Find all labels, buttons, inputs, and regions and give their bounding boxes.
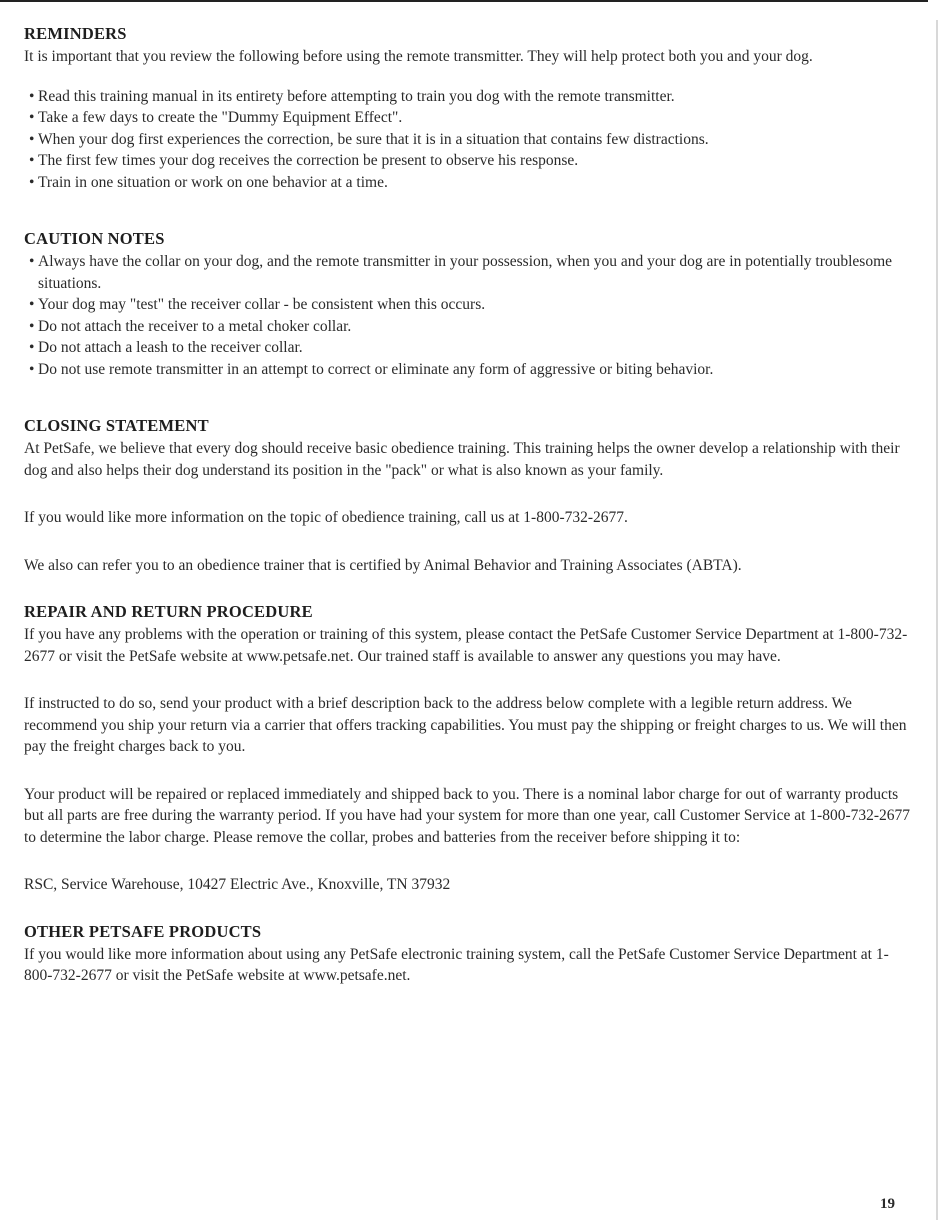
repair-heading: REPAIR AND RETURN PROCEDURE bbox=[24, 602, 313, 621]
closing-paragraph: We also can refer you to an obedience trainer that is certified by Animal Behavior and Training Associates (ABTA). bbox=[24, 556, 742, 574]
top-rule bbox=[0, 0, 928, 2]
list-item: • Take a few days to create the "Dummy Equipment Effect". bbox=[24, 107, 912, 129]
list-item: • When your dog first experiences the correction, be sure that it is in a situation that contains few distractions. bbox=[24, 129, 912, 151]
repair-paragraph: If instructed to do so, send your product with a brief description back to the address below complete with a legible return address. We recommend you ship your return via a carrier that offers tracking capabilities. You must pay the shipping or freight charges to us. We will then pay the freight charges back to you. bbox=[24, 695, 907, 755]
list-item: • Read this training manual in its entirety before attempting to train you dog with the remote transmitter. bbox=[24, 86, 912, 108]
reminders-list bbox=[24, 86, 912, 194]
list-item: • The first few times your dog receives the correction be present to observe his response. bbox=[24, 150, 912, 172]
caution-heading: CAUTION NOTES bbox=[24, 229, 165, 248]
document-page bbox=[24, 24, 912, 987]
repair-paragraph: Your product will be repaired or replaced immediately and shipped back to you. There is a nominal labor charge for out of warranty products but all parts are free during the warranty period. If you have had your system for more than one year, call Customer Service at 1-800-732-2677 to determine the labor charge. Please remove the collar, probes and batteries from the receiver before shipping it to: bbox=[24, 785, 911, 846]
other-products-section bbox=[24, 922, 912, 987]
repair-paragraph: If you have any problems with the operation or training of this system, please contact the PetSafe Customer Service Department at 1-800-732-2677 or visit the PetSafe website at www.petsafe.net. Our trained staff is available to answer any questions you may have. bbox=[24, 626, 908, 665]
reminders-heading: REMINDERS bbox=[24, 24, 127, 43]
caution-list bbox=[24, 251, 912, 380]
other-products-heading: OTHER PETSAFE PRODUCTS bbox=[24, 921, 262, 941]
closing-section bbox=[24, 416, 912, 576]
closing-paragraph: If you would like more information on the topic of obedience training, call us at 1-800-732-2677. bbox=[24, 509, 628, 526]
list-item: • Do not use remote transmitter in an attempt to correct or eliminate any form of aggressive or biting behavior. bbox=[24, 359, 912, 381]
reminders-intro: It is important that you review the following before using the remote transmitter. They will help protect both you and your dog. bbox=[24, 48, 813, 65]
other-products-paragraph: If you would like more information about using any PetSafe electronic training system, call the PetSafe Customer Service Department at 1-800-732-2677 or visit the PetSafe website at www.petsafe.net. bbox=[24, 945, 889, 984]
return-address: RSC, Service Warehouse, 10427 Electric Ave., Knoxville, TN 37932 bbox=[24, 876, 451, 893]
closing-paragraph: At PetSafe, we believe that every dog should receive basic obedience training. This training helps the owner develop a relationship with their dog and also helps their dog understand its position in the "pack" or what is also known as your family. bbox=[24, 440, 900, 479]
list-item: • Your dog may "test" the receiver collar - be consistent when this occurs. bbox=[24, 294, 912, 316]
repair-section bbox=[24, 602, 912, 896]
list-item: • Do not attach a leash to the receiver collar. bbox=[24, 337, 912, 359]
caution-section bbox=[24, 229, 912, 380]
reminders-section bbox=[24, 24, 912, 193]
list-item: • Do not attach the receiver to a metal choker collar. bbox=[24, 316, 912, 338]
closing-heading: CLOSING STATEMENT bbox=[24, 416, 209, 435]
list-item: • Train in one situation or work on one behavior at a time. bbox=[24, 172, 912, 194]
list-item: • Always have the collar on your dog, and the remote transmitter in your possession, when you and your dog are in potentially troublesome situations. bbox=[24, 251, 912, 294]
page-number: 19 bbox=[880, 1196, 895, 1212]
page-edge-shadow bbox=[936, 20, 938, 1220]
